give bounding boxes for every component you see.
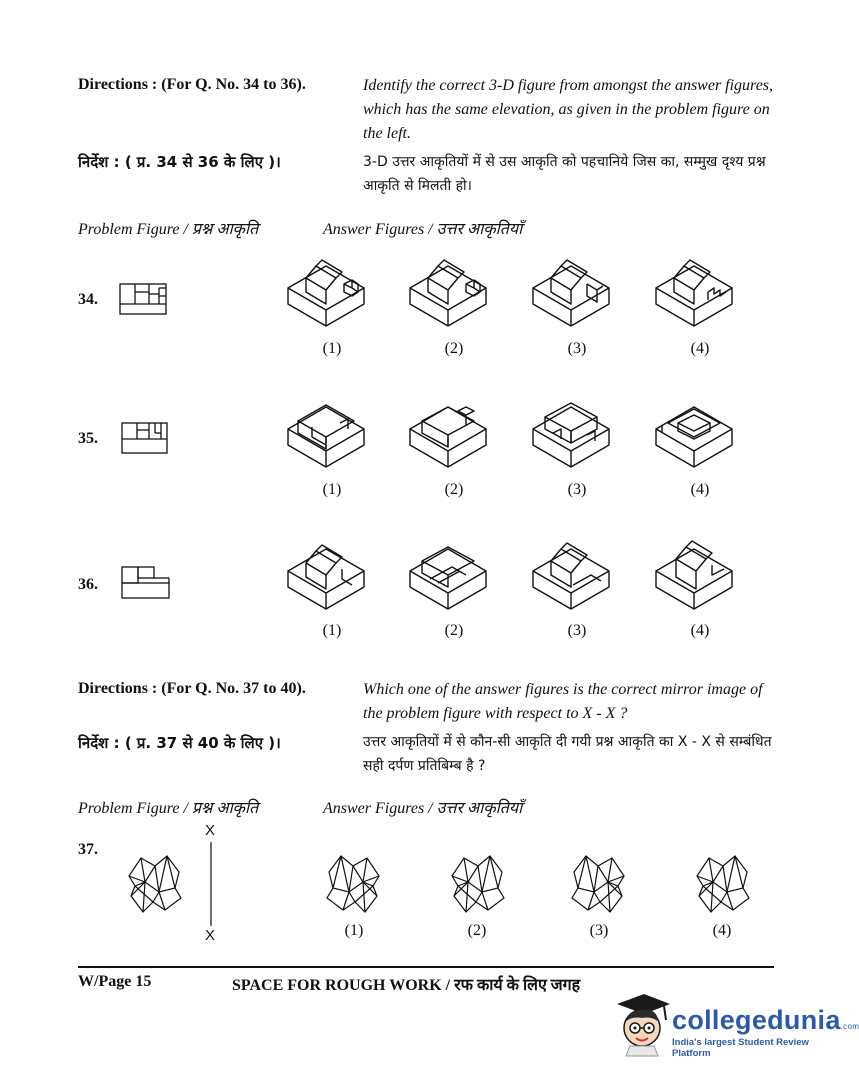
q36-option-label-4: (4) <box>690 622 710 639</box>
page-number: W/Page 15 <box>78 973 152 990</box>
q37-answer-figure-1 <box>323 852 385 918</box>
q35-answer-figure-3 <box>529 393 613 473</box>
question-number-36: 36. <box>78 576 98 593</box>
q35-answer-figure-4 <box>652 393 736 473</box>
q34-option-label-2: (2) <box>444 340 464 357</box>
directions-text-1: Identify the correct 3-D figure from amongst the answer figures, which has the same elevation, as given in the problem figure on the left. <box>363 77 774 142</box>
question-number-35: 35. <box>78 430 98 447</box>
directions-label-1: Directions : (For Q. No. 34 to 36). <box>78 76 306 93</box>
q37-option-label-1: (1) <box>344 922 364 939</box>
q35-option-label-2: (2) <box>444 481 464 498</box>
q34-option-label-3: (3) <box>567 340 587 357</box>
q37-option-label-2: (2) <box>467 922 487 939</box>
q35-answer-figure-2 <box>406 393 490 473</box>
problem-figure-34 <box>119 280 169 316</box>
directions-label-2: Directions : (For Q. No. 37 to 40). <box>78 680 306 697</box>
problem-figure-37 <box>123 852 185 918</box>
hindi-label-2: निर्देश : ( प्र. 37 से 40 के लिए )। <box>78 734 281 752</box>
q35-option-label-1: (1) <box>322 481 342 498</box>
q37-option-label-4: (4) <box>712 922 732 939</box>
q36-answer-figure-3 <box>529 535 613 615</box>
q36-option-label-1: (1) <box>322 622 342 639</box>
q36-answer-figure-1 <box>284 535 368 615</box>
q35-option-label-4: (4) <box>690 481 710 498</box>
directions-text-2: Which one of the answer figures is the correct mirror image of the problem figure with respect to X - X ? <box>363 681 763 722</box>
footer-rule <box>78 966 774 968</box>
q34-answer-figure-3 <box>529 252 613 332</box>
q36-option-label-3: (3) <box>567 622 587 639</box>
q34-option-label-4: (4) <box>690 340 710 357</box>
axis-label-top: X <box>205 822 216 839</box>
q36-option-label-2: (2) <box>444 622 464 639</box>
collegedunia-mascot-icon <box>612 988 672 1056</box>
rough-work-label: SPACE FOR ROUGH WORK / रफ कार्य के लिए जगह <box>232 977 581 994</box>
axis-label-bottom: X <box>205 927 216 944</box>
q35-option-label-3: (3) <box>567 481 587 498</box>
q36-answer-figure-2 <box>406 535 490 615</box>
q37-option-label-3: (3) <box>589 922 609 939</box>
q34-answer-figure-2 <box>406 252 490 332</box>
question-number-34: 34. <box>78 291 98 308</box>
problem-figure-35 <box>121 421 169 455</box>
problem-figure-36 <box>121 564 171 600</box>
hindi-text-1: 3-D उत्तर आकृतियों में से उस आकृति को पहचानिये जिस का, सम्मुख दृश्य प्रश्न आकृति से मिलती हो। <box>363 154 766 194</box>
q37-answer-figure-4 <box>691 852 753 918</box>
problem-figure-heading-1: Problem Figure / प्रश्न आकृति <box>78 221 259 238</box>
hindi-text-2: उत्तर आकृतियों में से कौन-सी आकृति दी गयी प्रश्न आकृति का X - X से सम्बंधित सही दर्पण प्रतिबिम्ब है ? <box>363 734 772 774</box>
answer-figures-heading-2: Answer Figures / उत्तर आकृतियाँ <box>323 800 523 817</box>
q37-answer-figure-2 <box>446 852 508 918</box>
q34-answer-figure-4 <box>652 252 736 332</box>
q36-answer-figure-4 <box>652 535 736 615</box>
watermark-tagline: India's largest Student Review Platform <box>672 1037 809 1059</box>
hindi-label-1: निर्देश : ( प्र. 34 से 36 के लिए )। <box>78 153 281 171</box>
q34-answer-figure-1 <box>284 252 368 332</box>
answer-figures-heading-1: Answer Figures / उत्तर आकृतियाँ <box>323 221 523 238</box>
problem-figure-heading-2: Problem Figure / प्रश्न आकृति <box>78 800 259 817</box>
mirror-axis-line <box>210 842 212 926</box>
watermark-brand: collegedunia.com <box>672 1005 859 1035</box>
q37-answer-figure-3 <box>568 852 630 918</box>
q35-answer-figure-1 <box>284 393 368 473</box>
q34-option-label-1: (1) <box>322 340 342 357</box>
question-number-37: 37. <box>78 841 98 858</box>
